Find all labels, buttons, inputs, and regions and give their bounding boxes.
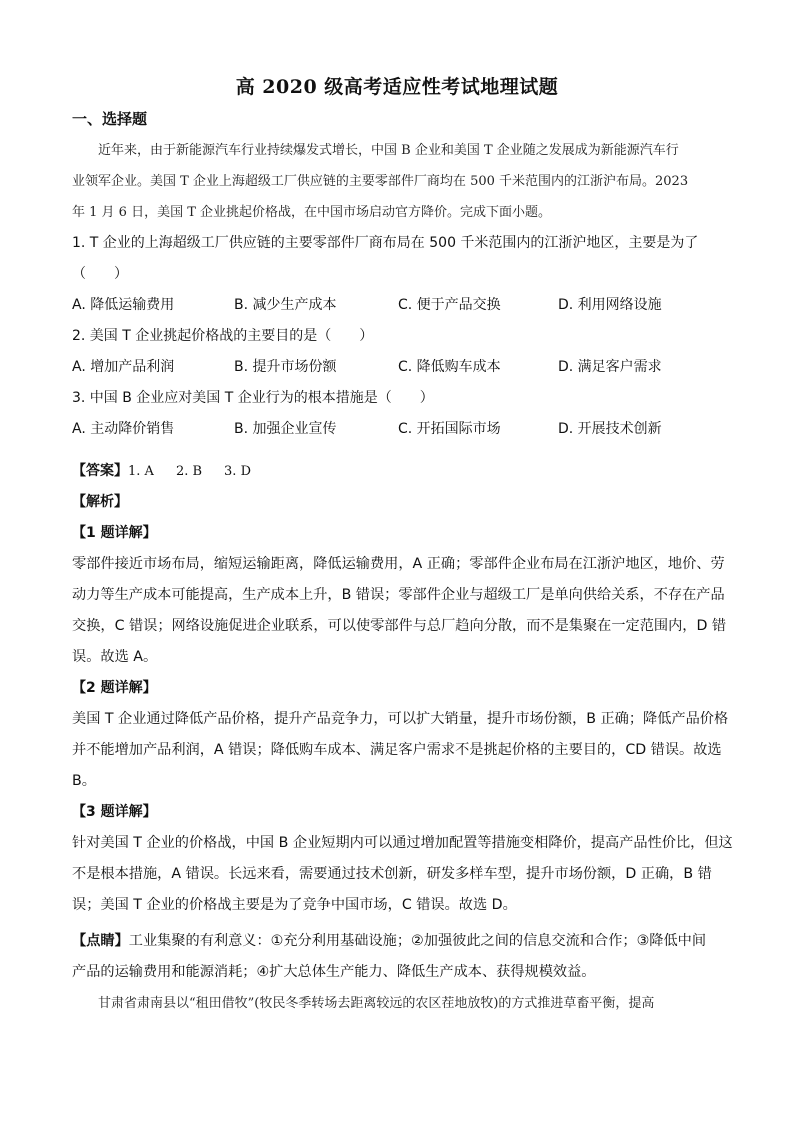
option-d: D. 利用网络设施: [558, 297, 662, 313]
detail-line: 交换，C 错误；网络设施促进企业联系，可以使零部件与总厂趋向分散，而不是集聚在一定范围内，D 错: [72, 618, 727, 634]
tip-line: 产品的运输费用和能源消耗；④扩大总体生产能力、降低生产成本、获得规模效益。: [72, 964, 596, 980]
option-d: D. 满足客户需求: [558, 359, 662, 375]
detail-1-body: [72, 549, 727, 673]
detail-3-heading: 【3 题详解】: [72, 804, 157, 820]
tip-text: 工业集聚的有利意义：①充分利用基础设施；②加强彼此之间的信息交流和合作；③降低中间: [128, 933, 707, 949]
intro-line: 业领军企业。美国 T 企业上海超级工厂供应链的主要零部件厂商均在 500 千米范围内的江浙沪布局。2023: [72, 174, 689, 189]
detail-line: 针对美国 T 企业的价格战，中国 B 企业短期内可以通过增加配置等措施变相降价，提高产品性价比，但这: [72, 835, 733, 851]
analysis-label: 【解析】: [72, 494, 128, 510]
detail-line: 美国 T 企业通过降低产品价格，提升产品竞争力，可以扩大销量，提升市场份额，B 正确；降低产品价格: [72, 711, 729, 727]
answer-item: 3. D: [224, 464, 251, 479]
detail-line: 并不能增加产品利润，A 错误；降低购车成本、满足客户需求不是挑起价格的主要目的，CD 错误。故选: [72, 742, 722, 758]
answer-item: 2. B: [175, 464, 203, 479]
option-b: B. 减少生产成本: [234, 297, 337, 313]
answer-label: 【答案】: [72, 463, 128, 479]
next-passage: 甘肃省肃南县以“租田借牧”(牧民冬季转场去距离较远的农区茬地放牧)的方式推进草畜平衡，提高: [72, 996, 655, 1011]
section-heading: 一、选择题: [72, 110, 148, 128]
question-1-options: [72, 290, 724, 321]
intro-passage: [72, 135, 724, 228]
question-1-stem-cont: （ ）: [72, 266, 128, 282]
tip-block: [72, 926, 724, 988]
answer-line: [72, 456, 273, 487]
question-1-stem: 1. T 企业的上海超级工厂供应链的主要零部件厂商布局在 500 千米范围内的江浙沪地区，主要是为了: [72, 235, 699, 251]
question-2-stem: 2. 美国 T 企业挑起价格战的主要目的是（ ）: [72, 328, 374, 344]
question-3-options: [72, 414, 724, 445]
option-d: D. 开展技术创新: [558, 421, 662, 437]
option-c: C. 开拓国际市场: [398, 421, 501, 437]
intro-line: 近年来，由于新能源汽车行业持续爆发式增长，中国 B 企业和美国 T 企业随之发展成为新能源汽车行: [72, 143, 679, 158]
detail-line: B。: [72, 773, 96, 789]
question-3-stem: 3. 中国 B 企业应对美国 T 企业行为的根本措施是（ ）: [72, 390, 434, 406]
detail-2-heading: 【2 题详解】: [72, 680, 157, 696]
detail-line: 零部件接近市场布局，缩短运输距离，降低运输费用，A 正确；零部件企业布局在江浙沪地区，地价、劳: [72, 556, 725, 572]
answer-item: 1. A: [128, 464, 154, 479]
option-b: B. 提升市场份额: [234, 359, 337, 375]
option-c: C. 降低购车成本: [398, 359, 501, 375]
detail-2-body: [72, 704, 729, 797]
option-a: A. 降低运输费用: [72, 297, 175, 313]
intro-line: 年 1 月 6 日，美国 T 企业挑起价格战，在中国市场启动官方降价。完成下面小题。: [72, 205, 552, 220]
detail-line: 误。故选 A。: [72, 649, 158, 665]
detail-1-heading: 【1 题详解】: [72, 525, 157, 541]
option-c: C. 便于产品交换: [398, 297, 501, 313]
detail-line: 不是根本措施，A 错误。长远来看，需要通过技术创新，研发多样车型，提升市场份额，D 正确，B 错: [72, 866, 712, 882]
page-title: 高 2020 级高考适应性考试地理试题: [235, 76, 559, 98]
option-a: A. 增加产品利润: [72, 359, 175, 375]
detail-3-body: [72, 828, 733, 921]
detail-line: 误；美国 T 企业的价格战主要是为了竞争中国市场，C 错误。故选 D。: [72, 897, 517, 913]
tip-line: [72, 926, 724, 957]
option-b: B. 加强企业宣传: [234, 421, 337, 437]
tip-label: 【点睛】: [72, 933, 129, 949]
detail-line: 动力等生产成本可能提高，生产成本上升，B 错误；零部件企业与超级工厂是单向供给关系，不存在产品: [72, 587, 725, 603]
option-a: A. 主动降价销售: [72, 421, 175, 437]
question-2-options: [72, 352, 724, 383]
